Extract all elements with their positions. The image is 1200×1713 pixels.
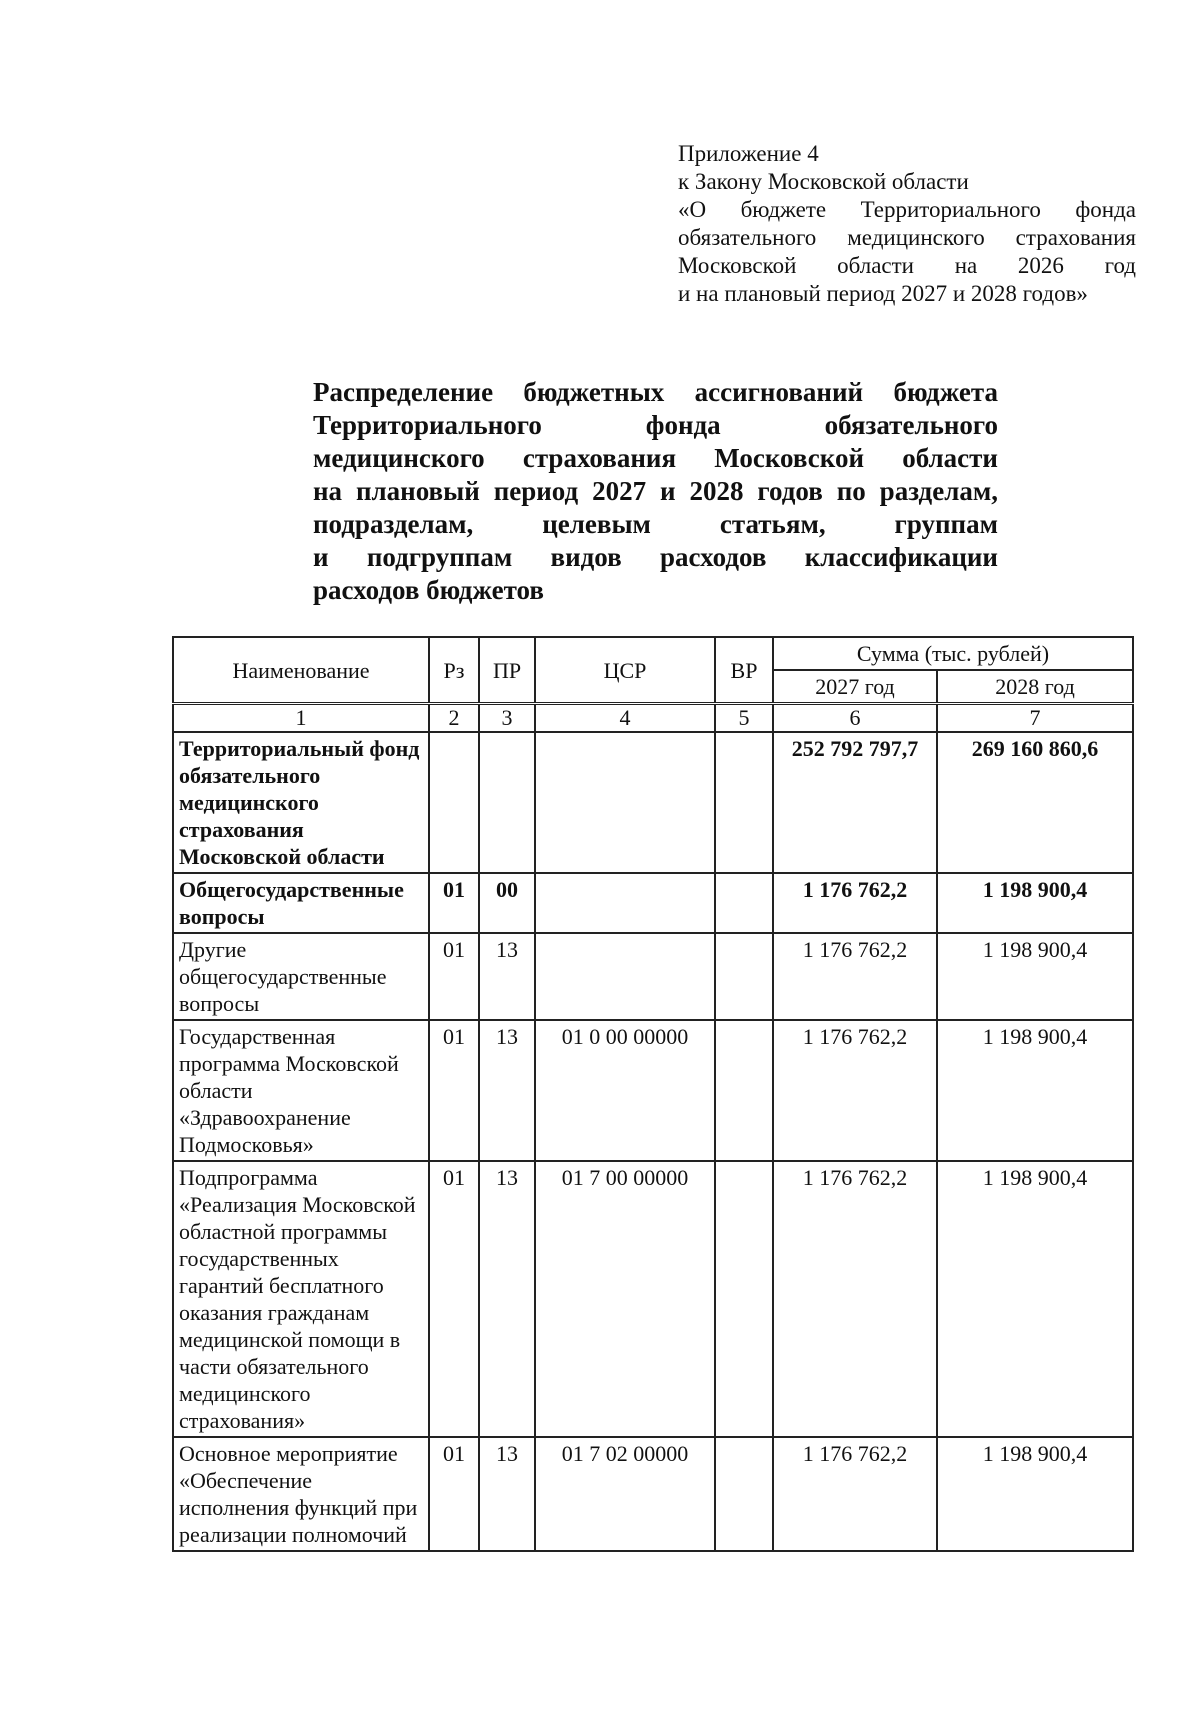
row-csr — [535, 933, 715, 1020]
table-row — [173, 732, 1133, 873]
row-name: Основное мероприятие «Обеспечение исполнения функций при реализации полномочий — [173, 1437, 429, 1551]
row-rz: 01 — [429, 933, 479, 1020]
appendix-law-title-4: и на плановый период 2027 и 2028 годов» — [678, 281, 1088, 306]
title-line: Территориального фонда обязательного — [313, 410, 998, 440]
row-pr: 13 — [479, 1437, 535, 1551]
table-row — [173, 1161, 1133, 1437]
table-row — [173, 1437, 1133, 1551]
row-csr: 01 7 02 00000 — [535, 1437, 715, 1551]
document-title — [313, 376, 998, 607]
row-amount-2028: 1 198 900,4 — [937, 1161, 1133, 1437]
row-amount-2027: 252 792 797,7 — [773, 732, 937, 873]
row-csr — [535, 873, 715, 933]
column-number: 4 — [535, 704, 715, 733]
appendix-law-title-1: «О бюджете Территориального фонда — [678, 197, 1136, 222]
column-number: 6 — [773, 704, 937, 733]
row-csr — [535, 732, 715, 873]
column-number-row — [173, 704, 1133, 733]
row-amount-2028: 269 160 860,6 — [937, 732, 1133, 873]
row-amount-2028: 1 198 900,4 — [937, 873, 1133, 933]
row-rz: 01 — [429, 1437, 479, 1551]
row-csr: 01 0 00 00000 — [535, 1020, 715, 1161]
row-name: Другие общегосударственные вопросы — [173, 933, 429, 1020]
row-amount-2027: 1 176 762,2 — [773, 1437, 937, 1551]
row-vr — [715, 1161, 773, 1437]
column-header-2027: 2027 год — [773, 670, 937, 704]
row-name: Государственная программа Московской области «Здравоохранение Подмосковья» — [173, 1020, 429, 1161]
appendix-law-ref: к Закону Московской области — [678, 169, 969, 194]
row-vr — [715, 1437, 773, 1551]
column-header-pr: ПР — [479, 637, 535, 704]
row-csr: 01 7 00 00000 — [535, 1161, 715, 1437]
row-amount-2027: 1 176 762,2 — [773, 1161, 937, 1437]
row-rz: 01 — [429, 1161, 479, 1437]
row-rz: 01 — [429, 1020, 479, 1161]
row-name: Подпрограмма «Реализация Московской областной программы государственных гарантий бесплатного оказания гражданам медицинской помощи в части обязательного медицинского страхования» — [173, 1161, 429, 1437]
row-rz — [429, 732, 479, 873]
title-line: Распределение бюджетных ассигнований бюджета — [313, 377, 998, 407]
row-name: Территориальный фонд обязательного медицинского страхования Московской области — [173, 732, 429, 873]
title-line: подразделам, целевым статьям, группам — [313, 509, 998, 539]
row-amount-2027: 1 176 762,2 — [773, 1020, 937, 1161]
table-row — [173, 933, 1133, 1020]
column-header-2028: 2028 год — [937, 670, 1133, 704]
appendix-law-title-3: Московской области на 2026 год — [678, 253, 1136, 278]
row-rz: 01 — [429, 873, 479, 933]
row-vr — [715, 732, 773, 873]
column-header-rz: Рз — [429, 637, 479, 704]
column-number: 7 — [937, 704, 1133, 733]
row-pr: 13 — [479, 1161, 535, 1437]
column-number: 5 — [715, 704, 773, 733]
appendix-header — [678, 140, 1136, 308]
title-line: расходов бюджетов — [313, 575, 544, 605]
row-amount-2028: 1 198 900,4 — [937, 1437, 1133, 1551]
row-name: Общегосударственные вопросы — [173, 873, 429, 933]
column-header-vr: ВР — [715, 637, 773, 704]
row-amount-2028: 1 198 900,4 — [937, 933, 1133, 1020]
row-pr — [479, 732, 535, 873]
row-amount-2027: 1 176 762,2 — [773, 933, 937, 1020]
appendix-number: Приложение 4 — [678, 141, 819, 166]
column-number: 3 — [479, 704, 535, 733]
row-pr: 13 — [479, 933, 535, 1020]
appendix-law-title-2: обязательного медицинского страхования — [678, 225, 1136, 250]
row-vr — [715, 933, 773, 1020]
row-vr — [715, 1020, 773, 1161]
row-pr: 13 — [479, 1020, 535, 1161]
row-amount-2028: 1 198 900,4 — [937, 1020, 1133, 1161]
title-line: и подгруппам видов расходов классификации — [313, 542, 998, 572]
row-amount-2027: 1 176 762,2 — [773, 873, 937, 933]
table-row — [173, 1020, 1133, 1161]
table-row — [173, 873, 1133, 933]
column-header-name: Наименование — [173, 637, 429, 704]
column-number: 2 — [429, 704, 479, 733]
title-line: на плановый период 2027 и 2028 годов по разделам, — [313, 476, 998, 506]
row-vr — [715, 873, 773, 933]
column-header-csr: ЦСР — [535, 637, 715, 704]
title-line: медицинского страхования Московской области — [313, 443, 998, 473]
column-header-sum: Сумма (тыс. рублей) — [773, 637, 1133, 670]
column-number: 1 — [173, 704, 429, 733]
budget-table — [172, 636, 1134, 1552]
row-pr: 00 — [479, 873, 535, 933]
